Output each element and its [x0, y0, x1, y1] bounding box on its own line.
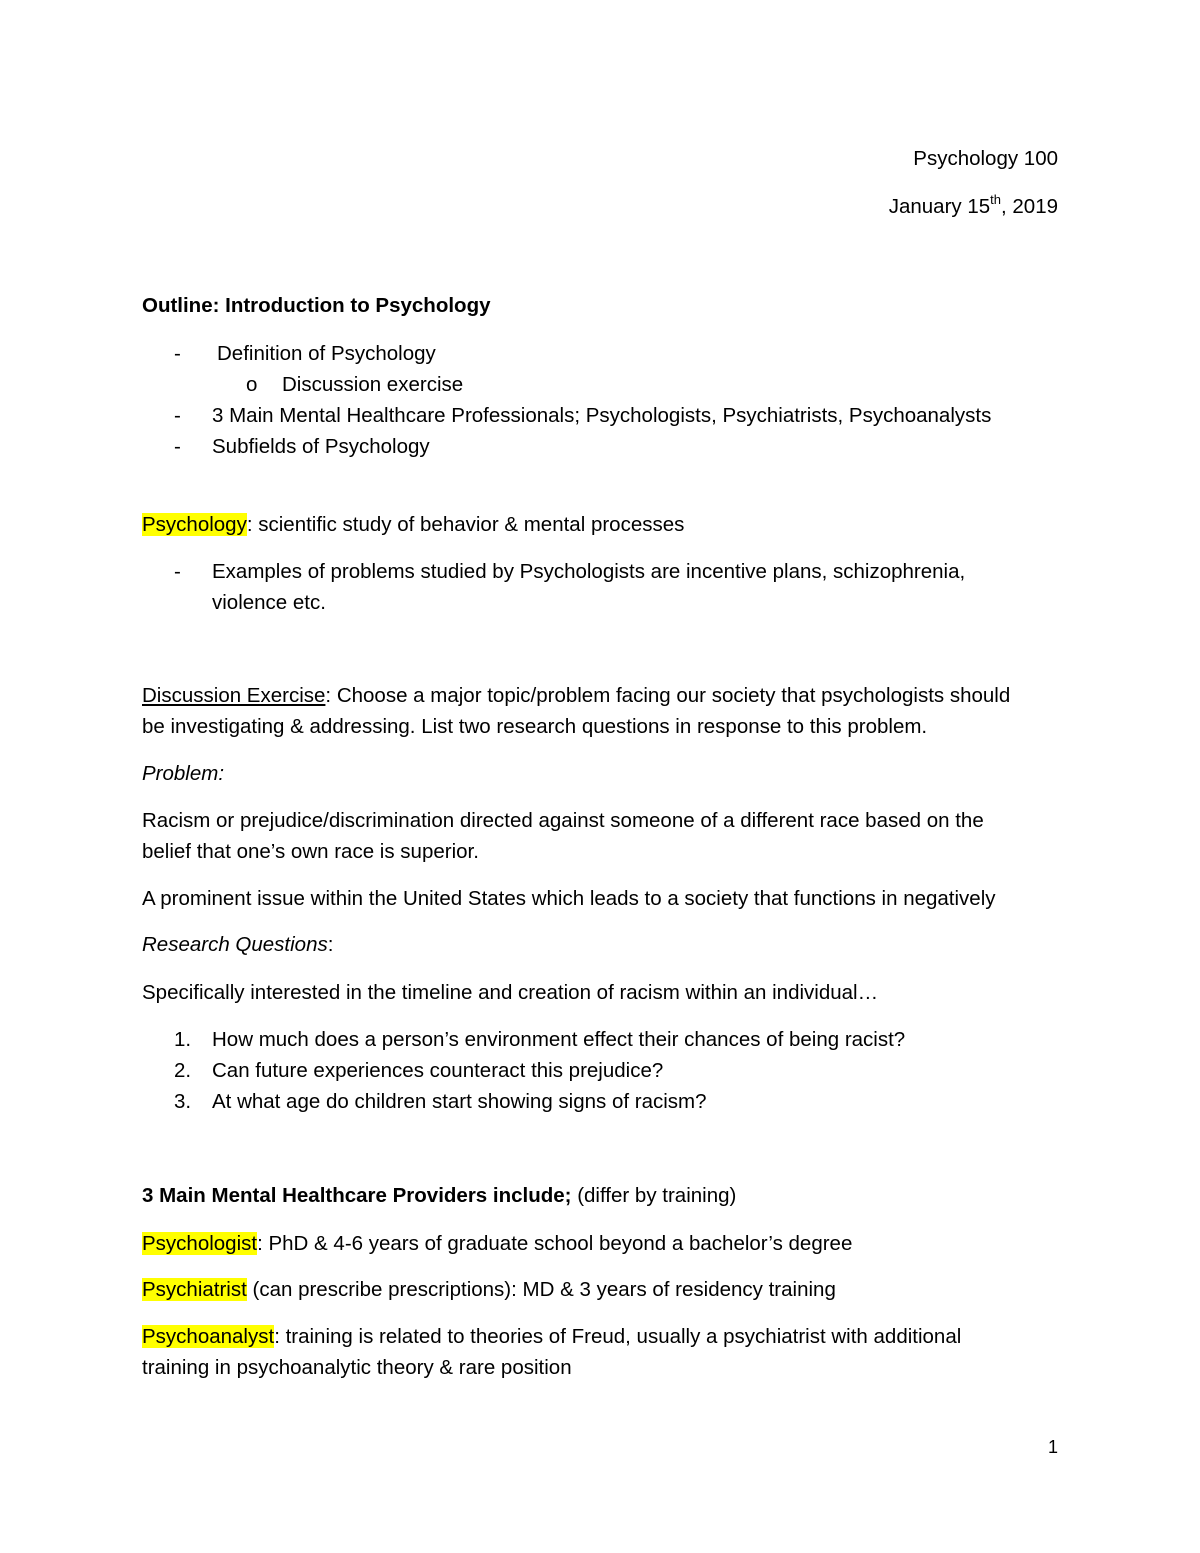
definition-bullet-line: Examples of problems studied by Psychologists are incentive plans, schizophrenia,: [212, 560, 966, 583]
bullet-dash: -: [174, 342, 181, 365]
outline-title: Outline: Introduction to Psychology: [142, 294, 491, 317]
bullet-circle: o: [246, 373, 258, 396]
problem-text: Racism or prejudice/discrimination directed against someone of a different race based on the: [142, 809, 984, 832]
highlighted-term: Psychoanalyst: [142, 1325, 275, 1348]
definition-line: Psychology: scientific study of behavior & mental processes: [142, 513, 685, 536]
issue-text: A prominent issue within the United States which leads to a society that functions in negatively: [142, 887, 996, 910]
bullet-dash: -: [174, 560, 181, 583]
question-item: How much does a person’s environment effect their chances of being racist?: [212, 1028, 906, 1051]
outline-item: 3 Main Mental Healthcare Professionals; Psychologists, Psychiatrists, Psychoanalysts: [212, 404, 992, 427]
list-number: 1.: [174, 1028, 192, 1051]
list-number: 3.: [174, 1090, 192, 1113]
page-number: 1: [1047, 1437, 1058, 1457]
bullet-dash: -: [174, 404, 181, 427]
providers-heading: 3 Main Mental Healthcare Providers include; (differ by training): [142, 1184, 737, 1207]
course-title: Psychology 100: [913, 147, 1058, 170]
interest-text: Specifically interested in the timeline and creation of racism within an individual…: [142, 981, 879, 1004]
psychologist-line: Psychologist: PhD & 4-6 years of graduate school beyond a bachelor’s degree: [142, 1232, 853, 1255]
question-item: At what age do children start showing signs of racism?: [212, 1090, 707, 1113]
outline-item: Definition of Psychology: [217, 342, 436, 365]
question-item: Can future experiences counteract this prejudice?: [212, 1059, 664, 1082]
highlighted-term: Psychiatrist: [142, 1278, 247, 1301]
date-line: January 15th, 2019: [888, 192, 1058, 218]
discussion-line: Discussion Exercise: Choose a major topic/problem facing our society that psychologists should: [142, 684, 1011, 707]
list-number: 2.: [174, 1059, 192, 1082]
highlighted-term: Psychology: [142, 513, 247, 536]
problem-text: belief that one’s own race is superior.: [142, 840, 479, 863]
psychiatrist-line: Psychiatrist (can prescribe prescriptions): MD & 3 years of residency training: [142, 1278, 836, 1301]
highlighted-term: Psychologist: [142, 1232, 258, 1255]
problem-label: Problem:: [142, 762, 225, 785]
research-questions-label: Research Questions:: [142, 933, 334, 956]
outline-subitem: Discussion exercise: [282, 373, 464, 396]
discussion-label: Discussion Exercise: [142, 684, 326, 707]
psychoanalyst-line: training in psychoanalytic theory & rare position: [142, 1356, 572, 1379]
psychoanalyst-line: Psychoanalyst: training is related to theories of Freud, usually a psychiatrist with additional: [142, 1325, 962, 1348]
bullet-dash: -: [174, 435, 181, 458]
definition-bullet-line: violence etc.: [212, 591, 326, 614]
outline-item: Subfields of Psychology: [212, 435, 430, 458]
discussion-line: be investigating & addressing. List two research questions in response to this problem.: [142, 715, 928, 738]
